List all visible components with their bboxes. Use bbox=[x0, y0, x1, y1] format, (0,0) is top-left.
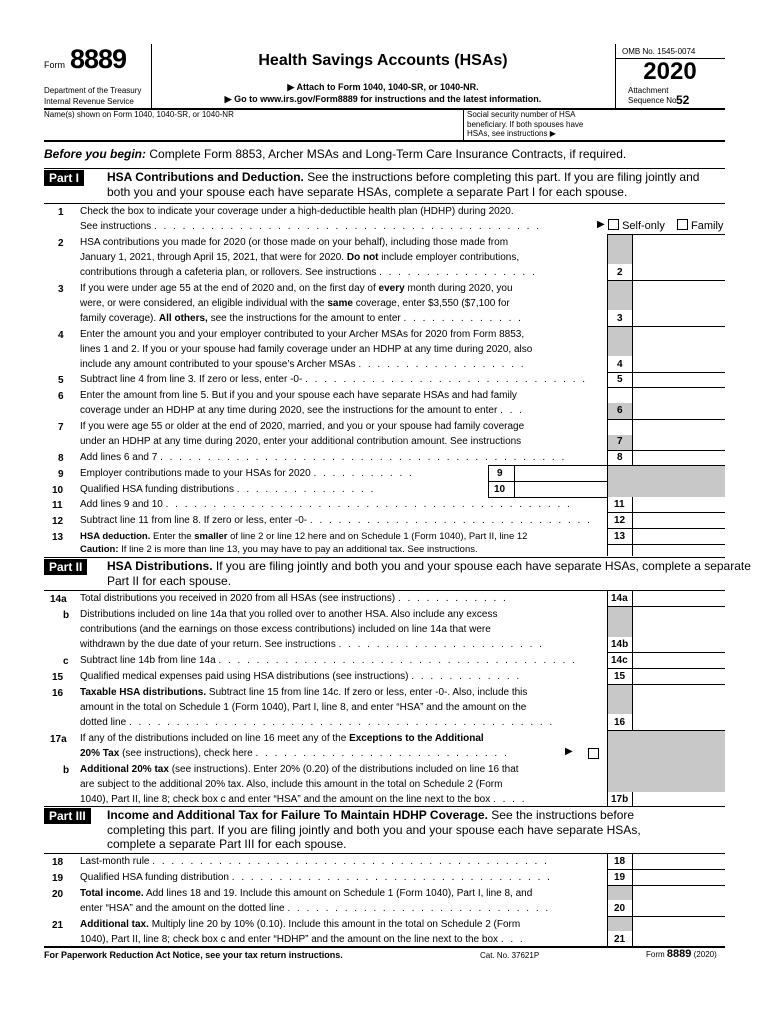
line-number-14b: b bbox=[63, 610, 70, 621]
line-7-text-a: If you were age 55 or older at the end of 2020, married, and you or your spouse had family coverage bbox=[80, 421, 525, 432]
line-15-text: Qualified medical expenses paid using HSA distributions (see instructions) . . . . . . . . . . . . bbox=[80, 671, 522, 682]
self-only-label: Self-only bbox=[622, 220, 665, 232]
arrow-icon: ▶ bbox=[565, 746, 573, 757]
line-17b-amount[interactable] bbox=[633, 792, 725, 806]
line-2-amount[interactable] bbox=[633, 265, 725, 280]
box-ref-7: 7 bbox=[617, 436, 623, 447]
box-ref-19: 19 bbox=[614, 872, 626, 883]
catalog-number: Cat. No. 37621P bbox=[480, 951, 540, 960]
line-12-text: Subtract line 11 from line 8. If zero or less, enter -0- . . . . . . . . . . . . . . . . . . . . . . . . . . . . . . bbox=[80, 515, 592, 526]
line-17b-text-c: 1040), Part II, line 8; check box c and enter “HSA” and the amount on the line next to the box . . . . bbox=[80, 794, 527, 805]
line-11-text: Add lines 9 and 10 . . . . . . . . . . . . . . . . . . . . . . . . . . . . . . . . . . . . . . . . . . . bbox=[80, 499, 572, 510]
before-you-begin bbox=[44, 147, 626, 161]
line-21-text-a: Additional tax. Multiply line 20 by 10% (0.10). Include this amount in the total on Schedule 2 (Form bbox=[80, 919, 521, 930]
box-ref-4: 4 bbox=[617, 359, 623, 370]
line-17b-text-b: are subject to the additional 20% tax. Also, include this amount in the total on Schedule 2 (Form bbox=[80, 779, 503, 790]
box-ref-14a: 14a bbox=[611, 593, 628, 604]
box-ref-5: 5 bbox=[617, 374, 623, 385]
line-2-text-c: contributions through a cafeteria plan, or rollovers. See instructions . . . . . . . . . . . . . . . . . bbox=[80, 267, 537, 278]
box-ref-6: 6 bbox=[617, 405, 623, 416]
family-checkbox[interactable] bbox=[677, 219, 688, 230]
part-2-label: Part II bbox=[44, 559, 87, 575]
ssn-field[interactable] bbox=[594, 110, 724, 139]
line-21-amount[interactable] bbox=[633, 932, 725, 946]
line-number-14a: 14a bbox=[50, 594, 67, 605]
box-ref-10: 10 bbox=[494, 484, 506, 495]
line-10-amount[interactable] bbox=[515, 482, 607, 497]
line-number-7: 7 bbox=[58, 422, 64, 433]
line-4-text-b: lines 1 and 2. If you or your spouse had family coverage under an HDHP at any time during 2020, also bbox=[80, 344, 533, 355]
line-9-amount[interactable] bbox=[515, 466, 607, 481]
part-2-header bbox=[107, 559, 753, 589]
line-16-text-c: dotted line . . . . . . . . . . . . . . . . . . . . . . . . . . . . . . . . . . . . . . . . . . . . . bbox=[80, 717, 555, 728]
line-19-text: Qualified HSA funding distribution . . . . . . . . . . . . . . . . . . . . . . . . . . . . . . . . . . bbox=[80, 872, 552, 883]
line-6-text-a: Enter the amount from line 5. But if you and your spouse each have separate HSAs and had family bbox=[80, 390, 517, 401]
line-10-text: Qualified HSA funding distributions . . . . . . . . . . . . . . . bbox=[80, 484, 376, 495]
line-number-1: 1 bbox=[58, 207, 64, 218]
arrow-icon: ▶ bbox=[597, 219, 605, 230]
line-7-amount[interactable] bbox=[633, 434, 725, 449]
line-13-amount[interactable] bbox=[633, 529, 725, 544]
line-20-amount[interactable] bbox=[633, 901, 725, 916]
box-ref-21: 21 bbox=[614, 934, 626, 945]
line-2-text-a: HSA contributions you made for 2020 (or those made on your behalf), including those made from bbox=[80, 237, 509, 248]
box-ref-13: 13 bbox=[614, 531, 626, 542]
line-15-amount[interactable] bbox=[633, 669, 725, 684]
attach-instruction: ▶ Attach to Form 1040, 1040-SR, or 1040-NR. bbox=[287, 82, 479, 92]
line-9-text: Employer contributions made to your HSAs for 2020 . . . . . . . . . . . bbox=[80, 468, 414, 479]
box-ref-18: 18 bbox=[614, 856, 626, 867]
box-ref-12: 12 bbox=[614, 515, 626, 526]
part-2-title: HSA Distributions. bbox=[107, 559, 213, 573]
line-16-text-a: Taxable HSA distributions. Subtract line 15 from line 14c. If zero or less, enter -0-. Also, include this bbox=[80, 687, 528, 698]
paperwork-notice: For Paperwork Reduction Act Notice, see your tax return instructions. bbox=[44, 950, 343, 960]
part-1-label: Part I bbox=[44, 170, 84, 186]
part-3-title: Income and Additional Tax for Failure To Maintain HDHP Coverage. bbox=[107, 808, 488, 822]
coverage-options bbox=[608, 219, 723, 232]
line-number-13: 13 bbox=[52, 532, 64, 543]
part-1-description: See the instructions before completing this part. If you are filing jointly and both you and your spouse each have separate HSAs, complete a separate Part I for each spouse. bbox=[107, 170, 700, 199]
form-number: 8889 bbox=[70, 44, 127, 74]
line-number-19: 19 bbox=[52, 873, 64, 884]
line-number-16: 16 bbox=[52, 688, 64, 699]
box-ref-20: 20 bbox=[614, 903, 626, 914]
line-1-text: Check the box to indicate your coverage under a high-deductible health plan (HDHP) during 2020. bbox=[80, 206, 514, 217]
line-number-21: 21 bbox=[52, 920, 64, 931]
line-3-amount[interactable] bbox=[633, 311, 725, 326]
part-1-header bbox=[107, 170, 725, 200]
line-number-8: 8 bbox=[58, 453, 64, 464]
attachment-label: Attachment bbox=[628, 86, 669, 95]
line-number-10: 10 bbox=[52, 485, 64, 496]
box-ref-15: 15 bbox=[614, 671, 626, 682]
line-17b-text-a: Additional 20% tax (see instructions). Enter 20% (0.20) of the distributions included on line 16 that bbox=[80, 764, 519, 775]
line-number-15: 15 bbox=[52, 672, 64, 683]
line-21-text-b: 1040), Part II, line 8; check box c and enter “HDHP” and the amount on the line next to the box . . . bbox=[80, 934, 525, 945]
part-3-description: See the instructions before completing this part. If you are filing jointly and both you and your spouse each have separate HSAs, complete a separate Part III for each spouse. bbox=[107, 808, 641, 851]
part-2-description: If you are filing jointly and both you and your spouse each have separate HSAs, complete a separate Part II for each spouse. bbox=[107, 559, 751, 588]
line-4-text-c: include any amount contributed to your spouse’s Archer MSAs . . . . . . . . . . . . . . . . . . bbox=[80, 359, 526, 370]
box-ref-16: 16 bbox=[614, 717, 626, 728]
box-ref-3: 3 bbox=[617, 313, 623, 324]
line-20-text-a: Total income. Add lines 18 and 19. Include this amount on Schedule 1 (Form 1040), Part I, line 8, and bbox=[80, 888, 533, 899]
line-18-amount[interactable] bbox=[633, 854, 725, 869]
line-number-5: 5 bbox=[58, 375, 64, 386]
line-14b-text-a: Distributions included on line 14a that you rolled over to another HSA. Also include any excess bbox=[80, 609, 498, 620]
box-ref-11: 11 bbox=[614, 499, 625, 510]
line-number-17b: b bbox=[63, 765, 70, 776]
tax-year: 2020 bbox=[643, 58, 697, 85]
line-1-instructions: See instructions . . . . . . . . . . . . . . . . . . . . . . . . . . . . . . . . . . . . . . . . . bbox=[80, 221, 541, 232]
sequence-label: Sequence No. bbox=[628, 96, 679, 105]
sequence-number: 52 bbox=[676, 93, 690, 107]
line-19-amount[interactable] bbox=[633, 870, 725, 885]
line-number-6: 6 bbox=[58, 391, 64, 402]
form-word: Form bbox=[44, 60, 65, 70]
box-ref-17b: 17b bbox=[611, 794, 629, 805]
part-3-header bbox=[107, 808, 677, 852]
line-7-text-b: under an HDHP at any time during 2020, enter your additional contribution amount. See instructions bbox=[80, 436, 522, 447]
line-13-caution: Caution: If line 2 is more than line 13, you may have to pay an additional tax. See instructions. bbox=[80, 544, 478, 555]
family-label: Family bbox=[691, 220, 724, 232]
line-number-17a: 17a bbox=[50, 734, 67, 745]
department-line: Department of the Treasury bbox=[44, 86, 142, 95]
box-ref-14b: 14b bbox=[611, 639, 629, 650]
part-1-title: HSA Contributions and Deduction. bbox=[107, 170, 304, 184]
names-label: Name(s) shown on Form 1040, 1040-SR, or 1040-NR bbox=[44, 110, 234, 119]
line-3-text-b: were, or were considered, an eligible individual with the same coverage, enter $3,550 ($7,100 for bbox=[80, 298, 510, 309]
before-you-begin-lead: Before you begin: bbox=[44, 147, 147, 161]
box-ref-8: 8 bbox=[617, 452, 623, 463]
line-number-9: 9 bbox=[58, 469, 64, 480]
line-12-amount[interactable] bbox=[633, 513, 725, 528]
line-13-text: HSA deduction. Enter the smaller of line 2 or line 12 here and on Schedule 1 (Form 1040), Part II, line 12 bbox=[80, 531, 528, 542]
line-14c-amount[interactable] bbox=[633, 653, 725, 668]
names-field[interactable] bbox=[44, 121, 462, 139]
ssn-label: Social security number of HSA beneficiary. If both spouses have HSAs, see instructions ▶ bbox=[467, 110, 584, 138]
line-11-amount[interactable] bbox=[633, 497, 725, 512]
line-number-12: 12 bbox=[52, 516, 64, 527]
line-8-amount[interactable] bbox=[633, 450, 725, 465]
line-2-text-b: January 1, 2021, through April 15, 2021, that were for 2020. Do not include employer contributions, bbox=[80, 252, 520, 263]
line-number-14c: c bbox=[63, 656, 69, 667]
omb-number: OMB No. 1545-0074 bbox=[622, 47, 696, 56]
line-3-text-c: family coverage). All others, see the instructions for the amount to enter . . . . . . . . . . . . . bbox=[80, 313, 523, 324]
line-number-18: 18 bbox=[52, 857, 64, 868]
line-17a-text-b: 20% Tax (see instructions), check here . . . . . . . . . . . . . . . . . . . . . . . . . . . bbox=[80, 748, 509, 759]
line-number-3: 3 bbox=[58, 284, 64, 295]
box-ref-2: 2 bbox=[617, 267, 623, 278]
goto-instruction: ▶ Go to www.irs.gov/Form8889 for instructions and the latest information. bbox=[224, 94, 542, 104]
box-ref-14c: 14c bbox=[611, 655, 628, 666]
line-6-amount[interactable] bbox=[633, 403, 725, 418]
form-title: Health Savings Accounts (HSAs) bbox=[258, 52, 508, 69]
line-number-11: 11 bbox=[52, 500, 63, 511]
line-3-text-a: If you were under age 55 at the end of 2020 and, on the first day of every month during 2020, you bbox=[80, 283, 513, 294]
line-4-text-a: Enter the amount you and your employer contributed to your Archer MSAs for 2020 from Form 8853, bbox=[80, 329, 525, 340]
line-20-text-b: enter “HSA” and the amount on the dotted line . . . . . . . . . . . . . . . . . . . . . . . . . . . . bbox=[80, 903, 551, 914]
line-17a-text-a: If any of the distributions included on line 16 meet any of the Exceptions to the Additional bbox=[80, 733, 484, 744]
line-5-amount[interactable] bbox=[633, 372, 725, 387]
line-number-20: 20 bbox=[52, 889, 64, 900]
line-16-text-b: amount in the total on Schedule 1 (Form 1040), Part I, line 8, and enter “HSA” and the amount on the bbox=[80, 702, 527, 713]
line-4-amount[interactable] bbox=[633, 357, 725, 372]
line-14b-text-c: withdrawn by the due date of your return. See instructions . . . . . . . . . . . . . . . . . . . . . . bbox=[80, 639, 544, 650]
line-8-text: Add lines 6 and 7 . . . . . . . . . . . . . . . . . . . . . . . . . . . . . . . . . . . . . . . . . . . bbox=[80, 452, 567, 463]
line-14c-text: Subtract line 14b from line 14a . . . . . . . . . . . . . . . . . . . . . . . . . . . . . . . . . . . . . . bbox=[80, 655, 577, 666]
before-you-begin-text: Complete Form 8853, Archer MSAs and Long-Term Care Insurance Contracts, if required. bbox=[149, 147, 627, 161]
line-16-amount[interactable] bbox=[633, 715, 725, 730]
line-14a-amount[interactable] bbox=[633, 591, 725, 606]
exception-checkbox[interactable] bbox=[588, 748, 599, 759]
line-number-4: 4 bbox=[58, 330, 64, 341]
line-14b-amount[interactable] bbox=[633, 637, 725, 652]
box-ref-9: 9 bbox=[497, 468, 503, 479]
footer-form-id: Form 8889 (2020) bbox=[646, 948, 717, 960]
line-5-text: Subtract line 4 from line 3. If zero or less, enter -0- . . . . . . . . . . . . . . . . . . . . . . . . . . . . . . bbox=[80, 374, 588, 385]
line-14b-text-b: contributions (and the earnings on those excess contributions) included on line 14a that were bbox=[80, 624, 491, 635]
line-6-text-b: coverage under an HDHP at any time during 2020, see the instructions for the amount to enter . . . bbox=[80, 405, 524, 416]
line-14a-text: Total distributions you received in 2020 from all HSAs (see instructions) . . . . . . . . . . . . bbox=[80, 593, 508, 604]
line-number-2: 2 bbox=[58, 238, 64, 249]
self-only-checkbox[interactable] bbox=[608, 219, 619, 230]
line-18-text: Last-month rule . . . . . . . . . . . . . . . . . . . . . . . . . . . . . . . . . . . . . . . . . . bbox=[80, 856, 549, 867]
part-3-label: Part III bbox=[44, 808, 91, 824]
agency-line: Internal Revenue Service bbox=[44, 97, 134, 106]
